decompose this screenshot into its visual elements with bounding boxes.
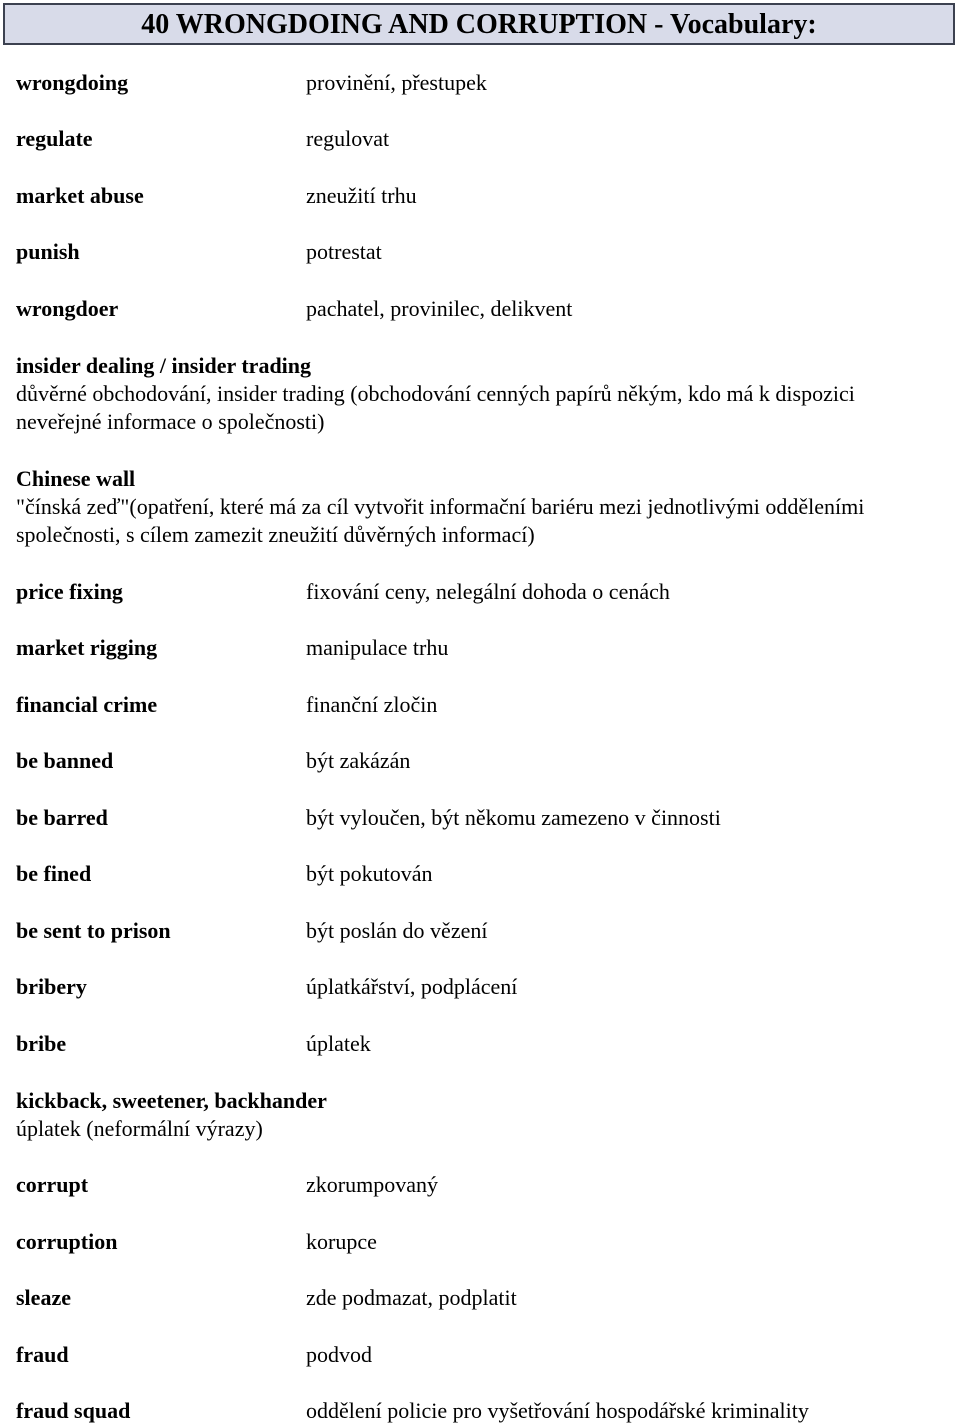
vocab-translation: úplatek xyxy=(306,1031,371,1056)
vocab-term: regulate xyxy=(16,126,93,151)
vocab-translation: být pokutován xyxy=(306,861,433,886)
vocab-description: "čínská zeď"(opatření, které má za cíl vytvořit informační bariéru mezi jednotlivými odděleními společnosti, s cílem zamezit zneužití důvěrných informací) xyxy=(16,494,865,547)
vocab-translation: podvod xyxy=(306,1342,372,1367)
vocab-translation: úplatkářství, podplácení xyxy=(306,974,518,999)
vocab-term: bribery xyxy=(16,974,87,999)
vocab-row xyxy=(16,296,946,326)
vocab-term: wrongdoing xyxy=(16,70,129,95)
vocab-term: kickback, sweetener, backhander xyxy=(16,1088,327,1113)
vocab-translation: být zakázán xyxy=(306,748,411,773)
vocab-term: financial crime xyxy=(16,692,158,717)
vocab-row xyxy=(16,918,946,948)
vocab-translation: zneužití trhu xyxy=(306,183,417,208)
vocab-translation: zde podmazat, podplatit xyxy=(306,1285,517,1310)
vocab-translation: oddělení policie pro vyšetřování hospodářské kriminality xyxy=(306,1398,809,1423)
vocab-row xyxy=(16,183,946,213)
vocab-term: fraud xyxy=(16,1342,69,1367)
vocab-translation: být vyloučen, být někomu zamezeno v činnosti xyxy=(306,805,721,830)
vocab-translation: potrestat xyxy=(306,239,382,264)
vocab-translation: finanční zločin xyxy=(306,692,438,717)
vocab-term: be fined xyxy=(16,861,92,886)
vocab-term: Chinese wall xyxy=(16,466,136,491)
vocab-term: insider dealing / insider trading xyxy=(16,353,312,378)
vocab-row xyxy=(16,1031,946,1061)
vocab-translation: korupce xyxy=(306,1229,377,1254)
vocab-row xyxy=(16,861,946,891)
vocab-description: důvěrné obchodování, insider trading (obchodování cenných papírů někým, kdo má k dispozici neveřejné informace o společnosti) xyxy=(16,381,855,434)
vocab-row xyxy=(16,1172,946,1202)
vocab-term: fraud squad xyxy=(16,1398,131,1423)
vocab-row xyxy=(16,635,946,665)
vocab-term: corruption xyxy=(16,1229,118,1254)
page-title: 40 WRONGDOING AND CORRUPTION - Vocabulary: xyxy=(3,3,955,45)
vocab-translation: fixování ceny, nelegální dohoda o cenách xyxy=(306,579,670,604)
vocab-row xyxy=(16,974,946,1004)
vocab-row xyxy=(16,1398,946,1428)
vocab-term: be banned xyxy=(16,748,114,773)
vocab-translation: manipulace trhu xyxy=(306,635,449,660)
vocab-translation: pachatel, provinilec, delikvent xyxy=(306,296,573,321)
vocab-translation: zkorumpovaný xyxy=(306,1172,438,1197)
vocab-term: price fixing xyxy=(16,579,123,604)
vocab-description: úplatek (neformální výrazy) xyxy=(16,1116,263,1141)
vocab-term: market rigging xyxy=(16,635,158,660)
vocab-translation: regulovat xyxy=(306,126,390,151)
vocab-translation: provinění, přestupek xyxy=(306,70,487,95)
vocab-translation: být poslán do vězení xyxy=(306,918,488,943)
vocab-row xyxy=(16,805,946,835)
vocab-row xyxy=(16,1342,946,1372)
vocab-term: bribe xyxy=(16,1031,67,1056)
vocab-block-chinese-wall xyxy=(16,465,936,549)
vocab-row xyxy=(16,70,946,100)
vocab-row xyxy=(16,579,946,609)
vocab-term: punish xyxy=(16,239,80,264)
vocab-term: be barred xyxy=(16,805,108,830)
vocab-block-kickback xyxy=(16,1087,936,1143)
vocab-term: be sent to prison xyxy=(16,918,171,943)
vocab-row xyxy=(16,1285,946,1315)
vocab-row xyxy=(16,1229,946,1259)
vocab-row xyxy=(16,692,946,722)
vocab-block-insider xyxy=(16,352,936,436)
vocab-row xyxy=(16,239,946,269)
vocab-row xyxy=(16,126,946,156)
vocab-term: sleaze xyxy=(16,1285,71,1310)
vocab-term: corrupt xyxy=(16,1172,89,1197)
vocab-row xyxy=(16,748,946,778)
vocab-term: wrongdoer xyxy=(16,296,119,321)
vocab-term: market abuse xyxy=(16,183,144,208)
